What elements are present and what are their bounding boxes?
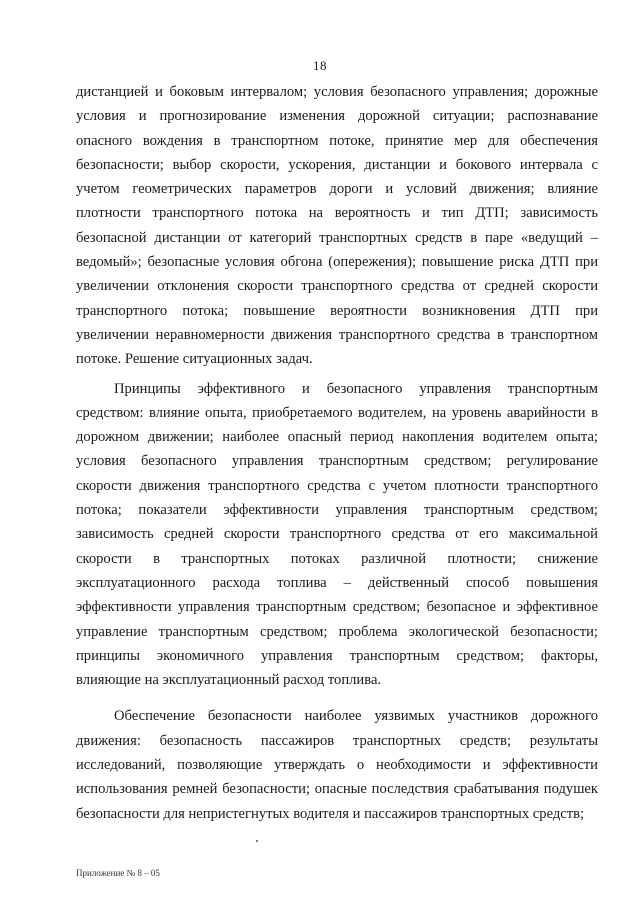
- paragraph-1: дистанцией и боковым интервалом; условия безопасного управления; дорожные условия и прогнозирование изменения дорожной ситуации; распознавание опасного вождения в транспортном потоке, принятие мер для обеспечения безопасности; выбор скорости, ускорения, дистанции и бокового интервала с учетом геометрических параметров дороги и условий движения; влияние плотности транспортного потока на вероятность и тип ДТП; зависимость безопасной дистанции от категорий транспортных средств в паре «ведущий – ведомый»; безопасные условия обгона (опережения); повышение риска ДТП при увеличении отклонения скорости транспортного средства от средней скорости транспортного потока; повышение вероятности возникновения ДТП при увеличении неравномерности движения транспортного средства в транспортном потоке. Решение ситуационных задач.: [76, 84, 598, 368]
- body-text: [76, 80, 598, 826]
- footer-note: Приложение № 8 – 05: [76, 868, 160, 878]
- paragraph-3: Обеспечение безопасности наиболее уязвимых участников дорожного движения: безопасность пассажиров транспортных средств; результаты исследований, позволяющие утверждать о необходимости и эффективности использования ремней безопасности; опасные последствия срабатывания подушек безопасности для непристегнутых водителя и пассажиров транспортных средств;: [76, 708, 598, 822]
- scan-speck: [256, 840, 258, 842]
- page-number: 18: [313, 58, 327, 73]
- paragraph-2: Принципы эффективного и безопасного управления транспортным средством: влияние опыта, приобретаемого водителем, на уровень аварийности в дорожном движении; наиболее опасный период накопления водителем опыта; условия безопасного управления транспортным средством; регулирование скорости движения транспортного средства с учетом плотности транспортного потока; показатели эффективности управления транспортным средством; зависимость средней скорости транспортного средства от его максимальной скорости в транспортных потоках различной плотности; снижение эксплуатационного расхода топлива – действенный способ повышения эффективности управления транспортным средством; безопасное и эффективное управление транспортным средством; проблема экологической безопасности; принципы экономичного управления транспортным средством; факторы, влияющие на эксплуатационный расход топлива.: [76, 380, 598, 689]
